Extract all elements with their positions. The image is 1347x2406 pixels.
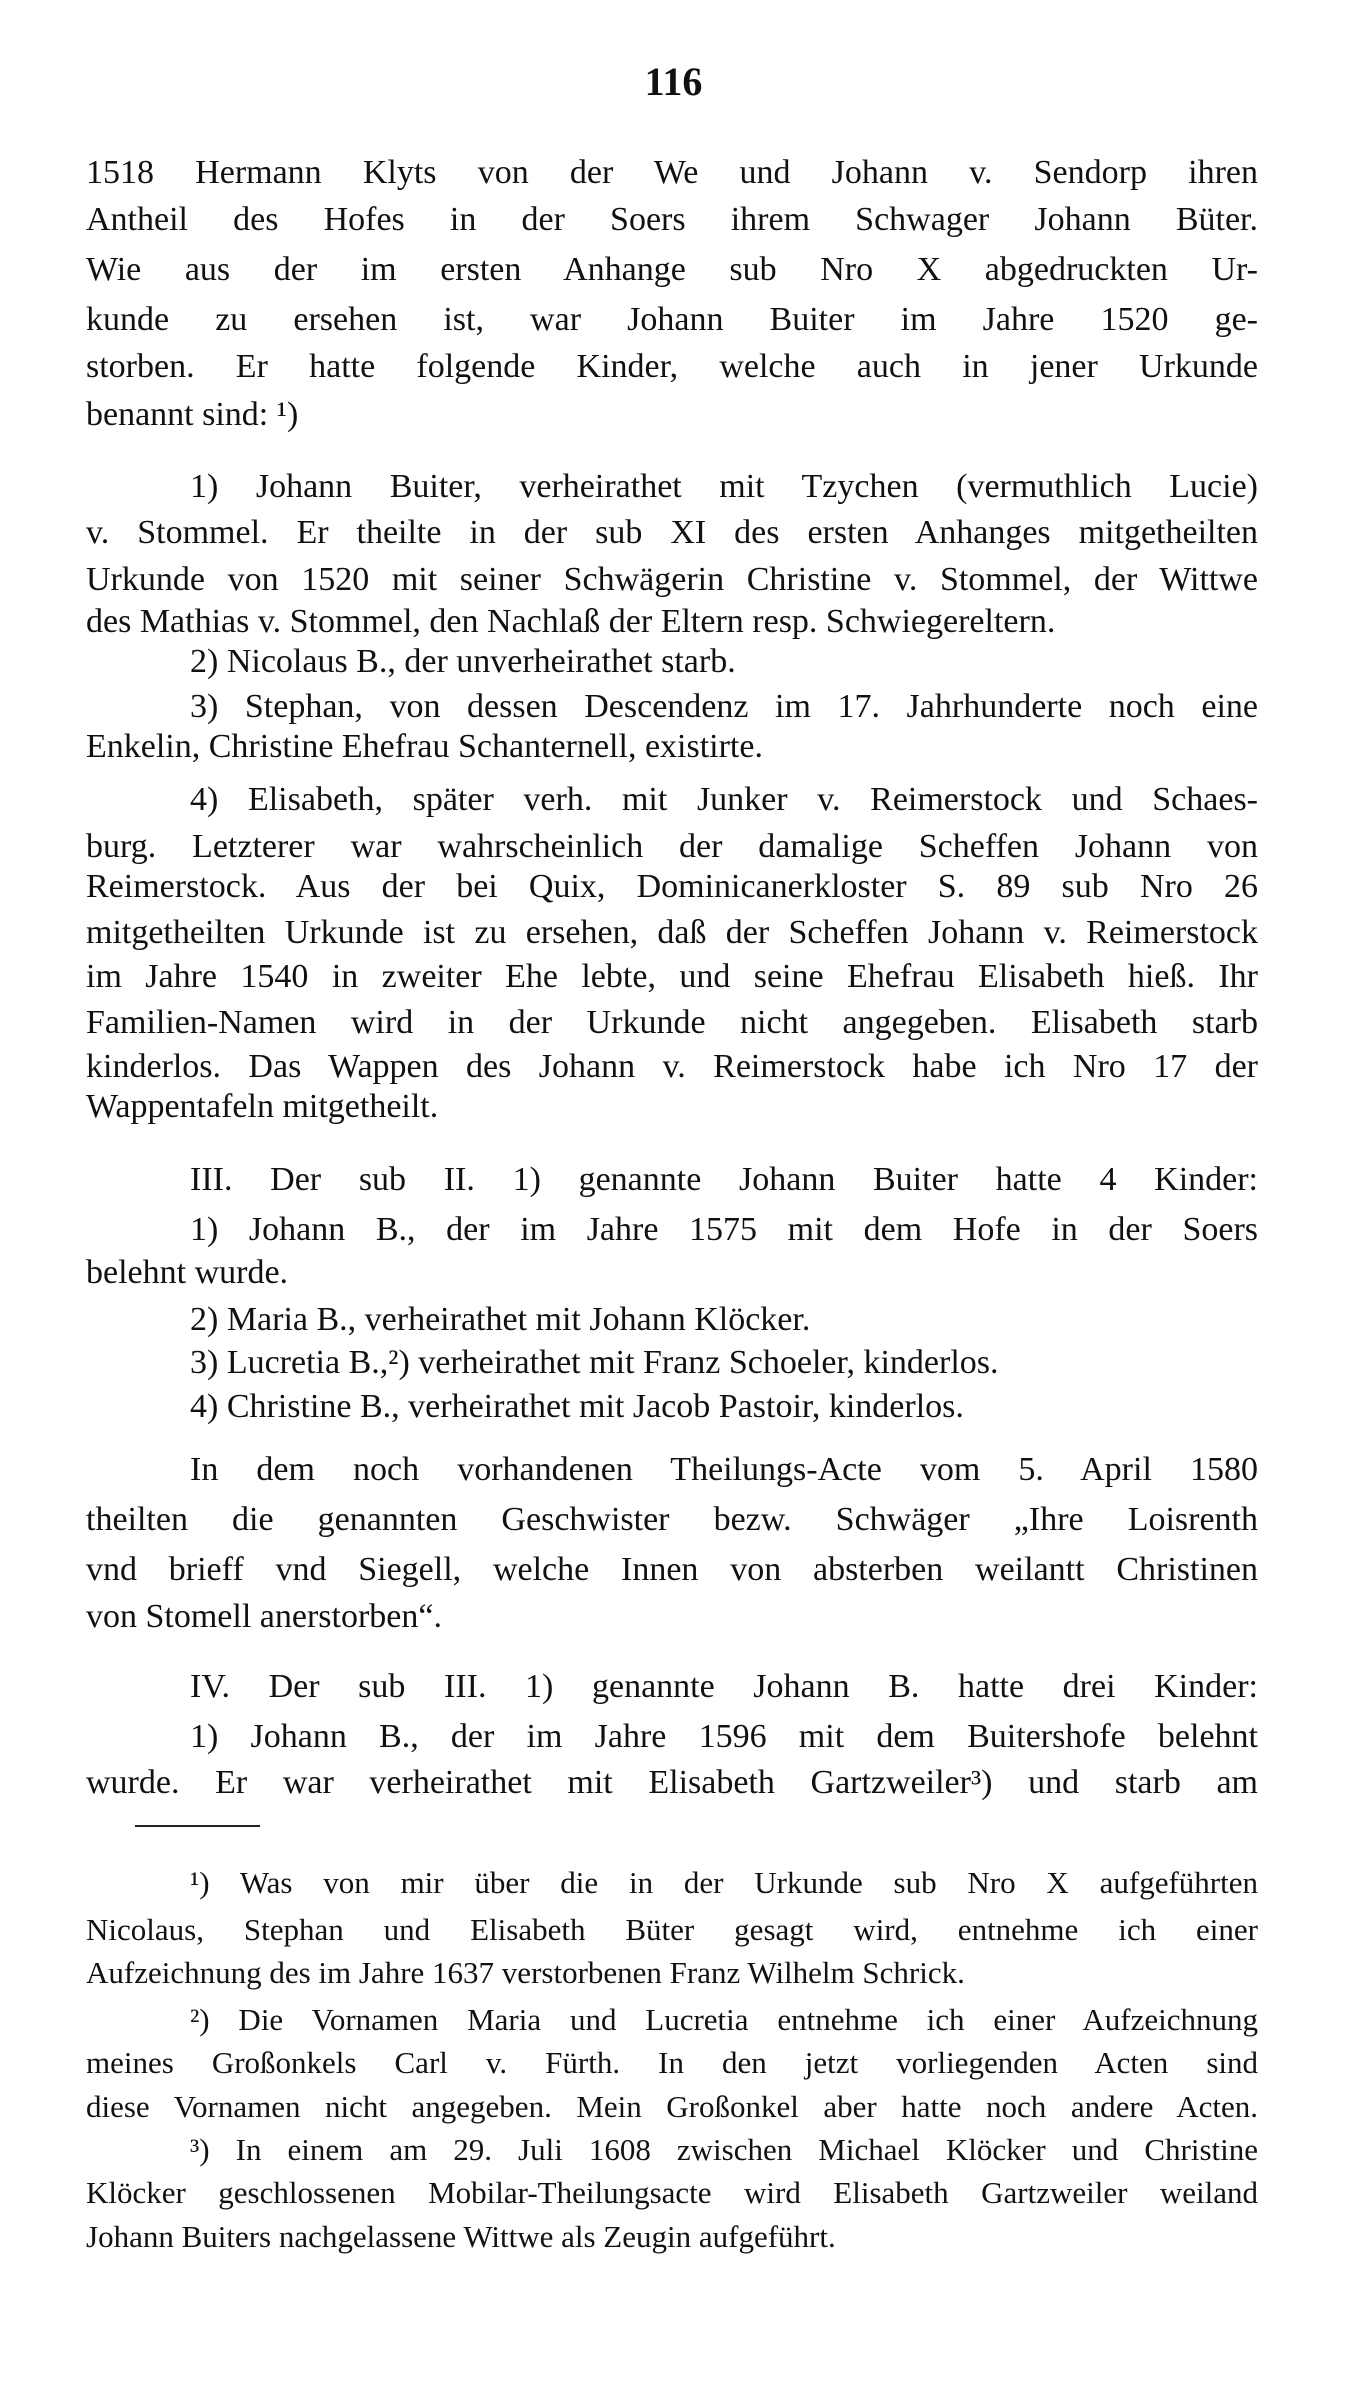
text-line: 1518 Hermann Klyts von der We und Johann v. Sendorp ihren (86, 154, 1258, 191)
text-line: ²) Die Vornamen Maria und Lucretia entnehme ich einer Aufzeichnung (190, 2002, 1258, 2037)
text-line: III. Der sub II. 1) genannte Johann Buiter hatte 4 Kinder: (190, 1161, 1258, 1198)
text-line: 2) Nicolaus B., der unverheirathet starb. (190, 643, 736, 680)
text-line: 3) Lucretia B.,²) verheirathet mit Franz Schoeler, kinderlos. (190, 1344, 999, 1381)
text-line: Aufzeichnung des im Jahre 1637 verstorbenen Franz Wilhelm Schrick. (86, 1955, 965, 1990)
footnote-separator (135, 1825, 260, 1827)
text-line: vnd brieff vnd Siegell, welche Innen von absterben weilantt Christinen (86, 1551, 1258, 1588)
page-number: 116 (644, 59, 703, 104)
text-line: Klöcker geschlossenen Mobilar-Theilungsacte wird Elisabeth Gartzweiler weiland (86, 2175, 1258, 2210)
text-line: im Jahre 1540 in zweiter Ehe lebte, und seine Ehefrau Elisabeth hieß. Ihr (86, 958, 1258, 995)
text-line: Wie aus der im ersten Anhange sub Nro X abgedruckten Ur- (86, 251, 1258, 288)
text-line: 1) Johann B., der im Jahre 1575 mit dem Hofe in der Soers (190, 1211, 1258, 1248)
text-line: Enkelin, Christine Ehefrau Schanternell, existirte. (86, 728, 763, 765)
text-line: 4) Elisabeth, später verh. mit Junker v. Reimerstock und Schaes- (190, 781, 1258, 818)
text-line: wurde. Er war verheirathet mit Elisabeth Gartzweiler³) und starb am (86, 1764, 1258, 1801)
text-line: theilten die genannten Geschwister bezw. Schwäger „Ihre Loisrenth (86, 1501, 1258, 1538)
text-line: v. Stommel. Er theilte in der sub XI des ersten Anhanges mitgetheilten (86, 514, 1258, 551)
text-line: burg. Letzterer war wahrscheinlich der damalige Scheffen Johann von (86, 828, 1258, 865)
text-line: Johann Buiters nachgelassene Wittwe als Zeugin aufgeführt. (86, 2219, 836, 2254)
text-line: belehnt wurde. (86, 1254, 289, 1291)
text-line: kunde zu ersehen ist, war Johann Buiter im Jahre 1520 ge- (86, 301, 1258, 338)
text-line: benannt sind: ¹) (86, 396, 299, 433)
text-line: ¹) Was von mir über die in der Urkunde sub Nro X aufgeführten (190, 1865, 1258, 1900)
text-line: Nicolaus, Stephan und Elisabeth Büter gesagt wird, entnehme ich einer (86, 1912, 1258, 1947)
text-line: IV. Der sub III. 1) genannte Johann B. hatte drei Kinder: (190, 1668, 1258, 1705)
text-line: kinderlos. Das Wappen des Johann v. Reimerstock habe ich Nro 17 der (86, 1048, 1258, 1085)
text-line: meines Großonkels Carl v. Fürth. In den jetzt vorliegenden Acten sind (86, 2045, 1258, 2080)
text-line: ³) In einem am 29. Juli 1608 zwischen Michael Klöcker und Christine (190, 2132, 1258, 2167)
text-line: mitgetheilten Urkunde ist zu ersehen, daß der Scheffen Johann v. Reimerstock (86, 914, 1258, 951)
text-line: von Stomell anerstorben“. (86, 1598, 442, 1635)
text-line: Wappentafeln mitgetheilt. (86, 1088, 439, 1125)
text-line: des Mathias v. Stommel, den Nachlaß der Eltern resp. Schwiegereltern. (86, 603, 1056, 640)
text-line: 1) Johann Buiter, verheirathet mit Tzychen (vermuthlich Lucie) (190, 468, 1258, 505)
text-line: diese Vornamen nicht angegeben. Mein Großonkel aber hatte noch andere Acten. (86, 2089, 1258, 2124)
text-line: Antheil des Hofes in der Soers ihrem Schwager Johann Büter. (86, 201, 1258, 238)
text-line: Familien-Namen wird in der Urkunde nicht angegeben. Elisabeth starb (86, 1004, 1258, 1041)
text-line: storben. Er hatte folgende Kinder, welche auch in jener Urkunde (86, 348, 1258, 385)
text-line: 4) Christine B., verheirathet mit Jacob Pastoir, kinderlos. (190, 1388, 964, 1425)
text-line: 2) Maria B., verheirathet mit Johann Klöcker. (190, 1301, 811, 1338)
text-line: 3) Stephan, von dessen Descendenz im 17. Jahrhunderte noch eine (190, 688, 1258, 725)
text-line: In dem noch vorhandenen Theilungs-Acte vom 5. April 1580 (190, 1451, 1258, 1488)
text-line: Urkunde von 1520 mit seiner Schwägerin Christine v. Stommel, der Wittwe (86, 561, 1258, 598)
text-line: 1) Johann B., der im Jahre 1596 mit dem Buitershofe belehnt (190, 1718, 1258, 1755)
text-line: Reimerstock. Aus der bei Quix, Dominicanerkloster S. 89 sub Nro 26 (86, 868, 1258, 905)
